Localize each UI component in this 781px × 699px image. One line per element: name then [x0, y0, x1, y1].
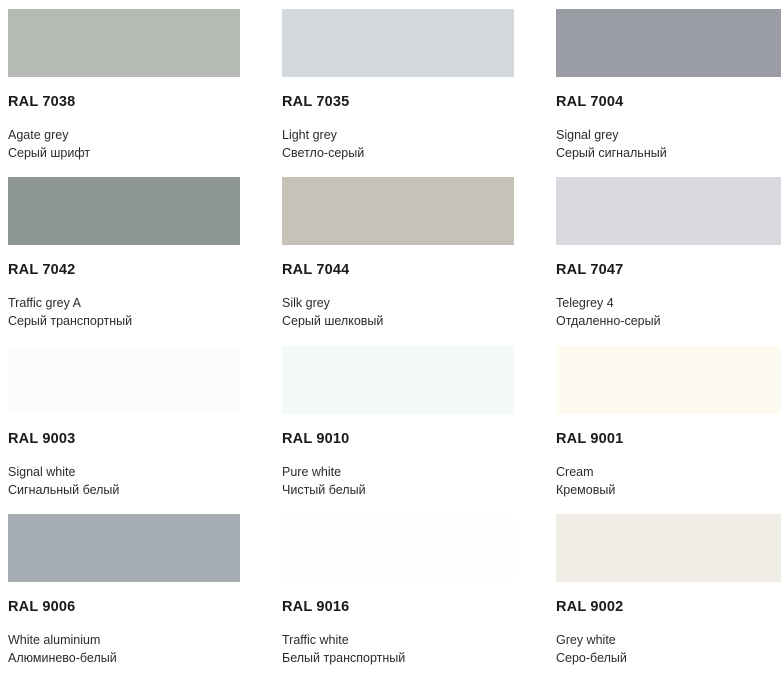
colour-name-ru: Серый транспортный	[8, 314, 133, 329]
colour-code: RAL 7035	[282, 94, 350, 110]
colour-swatch-card[interactable]	[8, 0, 240, 168]
colour-code: RAL 7042	[8, 262, 76, 279]
colour-name-en: Pure white	[282, 464, 342, 479]
colour-code: RAL 9006	[8, 599, 76, 616]
colour-code: RAL 9010	[282, 430, 350, 447]
colour-name-en: Grey white	[556, 633, 616, 648]
colour-code: RAL 7004	[556, 94, 624, 110]
colour-chip	[8, 177, 240, 245]
colour-chip	[282, 514, 514, 582]
colour-code: RAL 9002	[556, 599, 624, 616]
colour-chip	[8, 346, 240, 414]
colour-name-en: White aluminium	[8, 633, 101, 648]
colour-swatch-card[interactable]	[8, 337, 240, 505]
colour-code: RAL 9001	[556, 430, 624, 447]
colour-swatch-card[interactable]	[556, 505, 781, 673]
colour-chip	[282, 9, 514, 77]
colour-name-en: Signal white	[8, 464, 76, 479]
colour-swatch-card[interactable]	[8, 505, 240, 673]
colour-chip	[282, 177, 514, 245]
colour-name-ru: Светло-серый	[282, 145, 365, 160]
colour-code: RAL 7044	[282, 262, 350, 279]
colour-name-ru: Отдаленно-серый	[556, 314, 661, 329]
colour-swatch-card[interactable]	[8, 168, 240, 336]
colour-swatch-card[interactable]	[282, 168, 514, 336]
colour-swatch-card[interactable]	[282, 337, 514, 505]
colour-name-en: Cream	[556, 464, 594, 479]
colour-chip	[556, 177, 781, 245]
colour-swatch-card[interactable]	[556, 337, 781, 505]
colour-chip	[556, 346, 781, 414]
colour-swatch-card[interactable]	[556, 0, 781, 168]
colour-name-ru: Серо-белый	[556, 651, 627, 665]
colour-name-en: Traffic white	[282, 633, 349, 648]
colour-name-ru: Алюминево-белый	[8, 651, 117, 665]
colour-name-ru: Серый шрифт	[8, 145, 91, 160]
colour-name-ru: Серый шелковый	[282, 314, 384, 329]
colour-swatch-card[interactable]	[556, 168, 781, 336]
colour-code: RAL 9003	[8, 430, 76, 447]
colour-name-ru: Кремовый	[556, 482, 616, 497]
colour-chip	[8, 514, 240, 582]
colour-name-en: Silk grey	[282, 296, 330, 311]
colour-code: RAL 9016	[282, 599, 350, 616]
colour-chip	[556, 9, 781, 77]
colour-name-en: Signal grey	[556, 127, 619, 142]
colour-code: RAL 7038	[8, 94, 76, 110]
colour-name-en: Agate grey	[8, 127, 69, 142]
colour-chip	[282, 346, 514, 414]
colour-name-ru: Серый сигнальный	[556, 145, 667, 160]
colour-chip	[8, 9, 240, 77]
colour-name-en: Light grey	[282, 127, 337, 142]
colour-name-en: Telegrey 4	[556, 296, 614, 311]
colour-name-ru: Белый транспортный	[282, 651, 406, 665]
colour-name-ru: Сигнальный белый	[8, 482, 120, 497]
colour-name-ru: Чистый белый	[282, 482, 366, 497]
colour-name-en: Traffic grey A	[8, 296, 81, 311]
colour-swatch-card[interactable]	[282, 0, 514, 168]
colour-chip	[556, 514, 781, 582]
colour-code: RAL 7047	[556, 262, 624, 279]
colour-swatch-card[interactable]	[282, 505, 514, 673]
